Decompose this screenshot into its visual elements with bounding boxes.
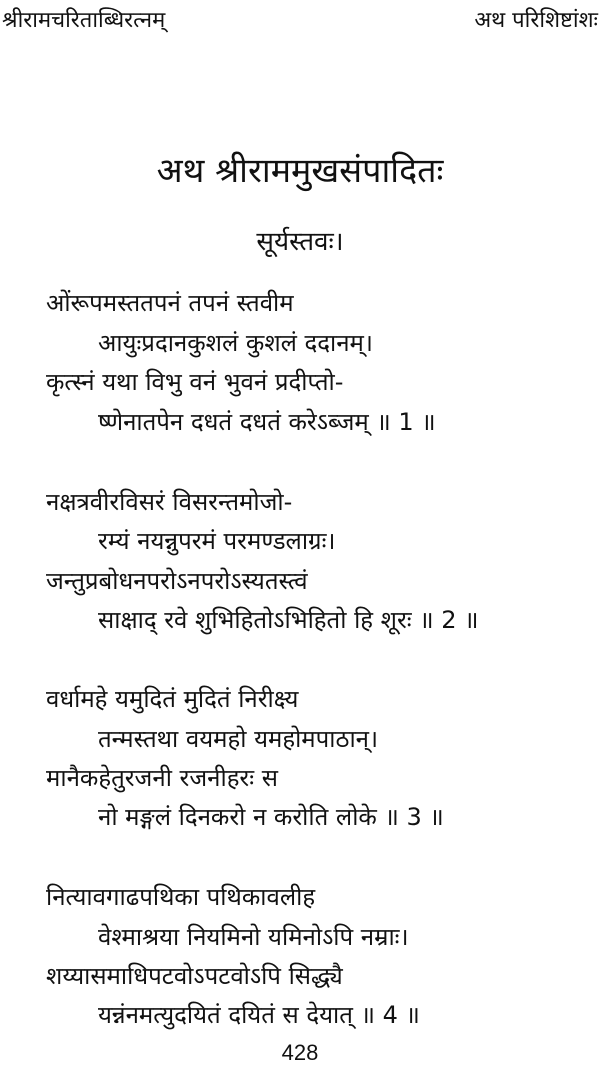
- header-book-title: श्रीरामचरिताब्धिरत्नम्: [2, 8, 166, 33]
- verse-4-line-1: नित्यावगाढपथिका पथिकावलीह: [46, 883, 316, 911]
- verse-1-line-4: ष्णेनातपेन दधतं दधतं करेऽब्जम् ॥ 1 ॥: [98, 408, 436, 436]
- verse-3-line-1: वर्धामहे यमुदितं मुदितं निरीक्ष्य: [46, 685, 299, 713]
- verse-4-line-4: यन्नंनमत्युदयितं दयितं स देयात् ॥ 4 ॥: [98, 1001, 420, 1029]
- verse-3-line-3: मानैकहेतुरजनी रजनीहरः स: [46, 764, 278, 792]
- verse-3-line-2: तन्मस्तथा वयमहो यमहोमपाठान्।: [98, 725, 379, 753]
- hymn-title: सूर्यस्तवः।: [256, 227, 344, 257]
- page-number: 428: [281, 1040, 319, 1065]
- verse-2-line-4: साक्षाद् रवे शुभिहितोऽभिहितो हि शूरः ॥ 2 ॥: [98, 606, 479, 634]
- verse-4-line-2: वेश्माश्रया नियमिनो यमिनोऽपि नम्राः।: [98, 923, 409, 951]
- verse-1-line-2: आयुःप्रदानकुशलं कुशलं ददानम्।: [98, 329, 374, 357]
- verse-3-line-4: नो मङ्गलं दिनकरो न करोति लोके ॥ 3 ॥: [98, 803, 444, 831]
- verse-4-line-3: शय्यासमाधिपटवोऽपटवोऽपि सिद्ध्यै: [46, 962, 343, 990]
- verse-1-line-3: कृत्स्नं यथा विभु वनं भुवनं प्रदीप्तो-: [46, 368, 344, 396]
- header-section-title: अथ परिशिष्टांशः: [474, 8, 598, 33]
- verse-2-line-1: नक्षत्रवीरविसरं विसरन्तमोजो-: [46, 488, 293, 516]
- verse-2-line-3: जन्तुप्रबोधनपरोऽनपरोऽस्यतस्त्वं: [46, 567, 308, 595]
- verse-2-line-2: रम्यं नयन्नुपरमं परमण्डलाग्रः।: [98, 527, 336, 555]
- verse-1-line-1: ओंरूपमस्ततपनं तपनं स्तवीम: [46, 289, 294, 317]
- running-header: [0, 4, 600, 44]
- section-title: अथ श्रीराममुखसंपादितः: [156, 151, 444, 191]
